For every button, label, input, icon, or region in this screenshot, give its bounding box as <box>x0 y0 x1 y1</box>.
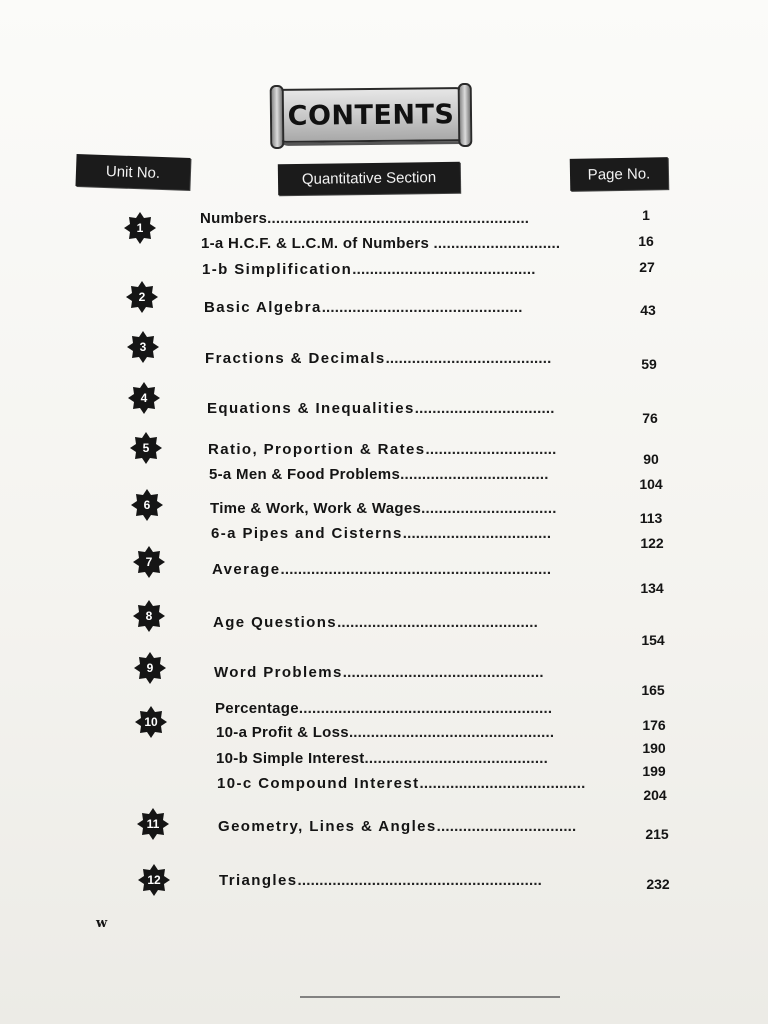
toc-entry <box>205 350 552 367</box>
page-number: 59 <box>641 356 657 372</box>
leader-dots: .......................................................... <box>298 700 553 717</box>
page-number: 199 <box>642 763 666 779</box>
toc-entry <box>200 210 529 227</box>
entry-title: Time & Work, Work & Wages <box>210 500 422 517</box>
page-number: 190 <box>642 740 666 756</box>
bottom-rule <box>300 996 560 998</box>
unit-badge-number: 10 <box>144 715 158 729</box>
toc-entry <box>204 299 523 316</box>
entry-title: Geometry, Lines & Angles <box>218 818 437 835</box>
toc-entry <box>211 525 551 542</box>
unit-badge-number: 6 <box>143 498 151 512</box>
toc-entry <box>216 724 554 741</box>
page-number: 113 <box>639 510 663 526</box>
entry-title: 1-a H.C.F. & L.C.M. of Numbers <box>201 235 430 252</box>
unit-badge-7 <box>133 546 165 578</box>
entry-title: 5-a Men & Food Problems <box>209 466 401 483</box>
page-number: 154 <box>641 632 665 648</box>
unit-badge-2 <box>126 281 158 313</box>
page-number: 104 <box>639 476 663 492</box>
toc-entry <box>207 400 555 417</box>
leader-dots: .............................................. <box>337 614 538 631</box>
unit-badge-number: 11 <box>146 817 160 831</box>
leader-dots: ............................. <box>429 235 561 252</box>
leader-dots: .................................. <box>400 466 549 483</box>
leader-dots: ........................................................ <box>297 872 543 889</box>
page-number: 204 <box>643 787 667 803</box>
entry-title: 6-a Pipes and Cisterns <box>211 525 403 542</box>
page-number: 176 <box>642 717 666 733</box>
leader-dots: ............................................................ <box>267 210 530 227</box>
toc-entry <box>214 664 544 681</box>
unit-badge-number: 8 <box>145 609 153 623</box>
unit-badge-6 <box>131 489 163 521</box>
toc-entry <box>210 500 557 517</box>
entry-title: 1-b Simplification <box>202 261 353 278</box>
entry-title: Age Questions <box>213 614 338 631</box>
footer-mark: w <box>96 916 108 931</box>
toc-entry <box>217 775 585 792</box>
page-number: 16 <box>638 233 654 249</box>
unit-badge-12 <box>138 864 170 896</box>
leader-dots: .............................. <box>425 441 557 458</box>
unit-badge-number: 12 <box>147 873 161 887</box>
entry-title: Word Problems <box>214 664 343 681</box>
toc-entry <box>219 872 542 889</box>
page-number: 1 <box>642 207 650 223</box>
page-number: 165 <box>641 682 665 698</box>
leader-dots: ............................... <box>421 500 557 517</box>
entry-title: Ratio, Proportion & Rates <box>208 441 426 458</box>
leader-dots: .......................................... <box>364 750 548 767</box>
toc-entry <box>215 700 552 717</box>
toc-entry <box>218 818 576 835</box>
toc-entry <box>208 441 557 458</box>
page-number: 76 <box>642 410 658 426</box>
unit-badge-3 <box>127 331 159 363</box>
entry-title: 10-a Profit & Loss <box>216 724 349 741</box>
unit-badge-8 <box>133 600 165 632</box>
unit-badge-5 <box>130 432 162 464</box>
entry-title: Basic Algebra <box>204 299 322 316</box>
unit-badge-4 <box>128 382 160 414</box>
toc-entry <box>216 750 548 767</box>
entry-title: Triangles <box>219 872 298 889</box>
contents-title: CONTENTS <box>287 98 455 132</box>
page-number: 232 <box>646 876 670 892</box>
unit-badge-number: 9 <box>146 661 154 675</box>
unit-badge-10 <box>135 706 167 738</box>
toc-entry <box>213 614 538 631</box>
unit-badge-number: 3 <box>139 340 147 354</box>
unit-badge-number: 7 <box>145 555 153 569</box>
leader-dots: .................................. <box>402 525 552 542</box>
page-number: 43 <box>640 302 656 318</box>
leader-dots: ................................ <box>436 818 577 835</box>
leader-dots: .............................................................. <box>280 561 552 578</box>
unit-no-header: Unit No. <box>75 154 190 190</box>
leader-dots: ...................................... <box>385 350 552 367</box>
entry-title: 10-c Compound Interest <box>217 775 420 792</box>
unit-badge-11 <box>137 808 169 840</box>
contents-title-banner <box>276 87 467 143</box>
leader-dots: ............................................... <box>348 724 555 741</box>
page-number: 122 <box>640 535 664 551</box>
page-number: 134 <box>640 580 664 596</box>
entry-title: 10-b Simple Interest <box>216 750 365 767</box>
toc-entry <box>212 561 551 578</box>
page-number: 215 <box>645 826 669 842</box>
quantitative-section-header: Quantitative Section <box>278 162 460 196</box>
unit-badge-number: 2 <box>138 290 146 304</box>
page-no-header: Page No. <box>570 157 669 191</box>
leader-dots: ...................................... <box>419 775 586 792</box>
entry-title: Fractions & Decimals <box>205 350 386 367</box>
entry-title: Numbers <box>200 210 268 227</box>
unit-badge-1 <box>124 212 156 244</box>
unit-badge-number: 5 <box>142 441 150 455</box>
leader-dots: .......................................... <box>352 261 536 278</box>
unit-badge-9 <box>134 652 166 684</box>
entry-title: Equations & Inequalities <box>207 400 415 417</box>
toc-entry <box>209 466 549 483</box>
leader-dots: ................................ <box>414 400 555 417</box>
page-number: 90 <box>643 451 659 467</box>
toc-entry <box>202 261 536 278</box>
entry-title: Percentage <box>215 700 299 717</box>
page-number: 27 <box>639 259 655 275</box>
leader-dots: .............................................. <box>321 299 523 316</box>
unit-badge-number: 4 <box>140 391 148 405</box>
unit-badge-number: 1 <box>136 221 144 235</box>
toc-entry <box>201 235 560 252</box>
leader-dots: .............................................. <box>342 664 544 681</box>
entry-title: Average <box>212 561 281 578</box>
